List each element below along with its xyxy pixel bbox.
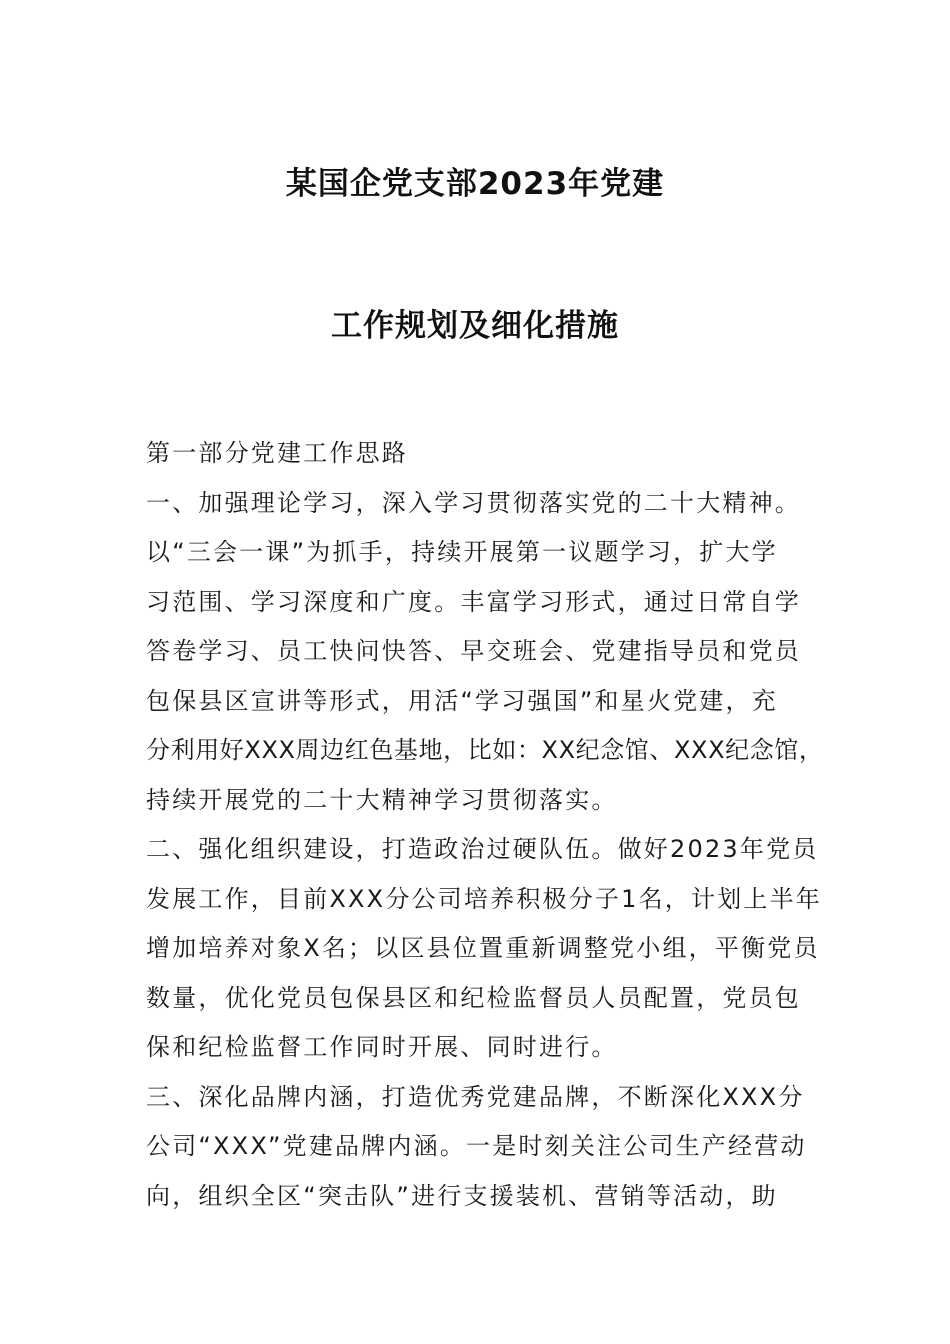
document-body <box>146 429 836 1221</box>
paragraph-line: 二、强化组织建设，打造政治过硬队伍。做好2023年党员 <box>146 835 819 863</box>
document-title-line-2: 工作规划及细化措施 <box>331 308 619 344</box>
paragraph-line: 数量，优化党员包保县区和纪检监督员人员配置，党员包 <box>146 983 801 1012</box>
paragraph-line: 习范围、学习深度和广度。丰富学习形式，通过日常自学 <box>146 587 801 616</box>
paragraph-line: 三、深化品牌内涵，打造优秀党建品牌，不断深化XXX分 <box>146 1082 805 1111</box>
section-heading: 第一部分党建工作思路 <box>146 439 408 467</box>
paragraph-line: 分利用好XXX周边红色基地，比如：XX纪念馆、XXX纪念馆， <box>146 736 824 764</box>
paragraph-line: 公司“XXX”党建品牌内涵。一是时刻关注公司生产经营动 <box>146 1132 807 1160</box>
paragraph-line: 答卷学习、员工快问快答、早交班会、党建指导员和党员 <box>146 637 801 665</box>
document-title-line-1: 某国企党支部2023年党建 <box>285 166 665 202</box>
paragraph-line: 一、加强理论学习，深入学习贯彻落实党的二十大精神。 <box>146 488 801 517</box>
paragraph-line: 保和纪检监督工作同时开展、同时进行。 <box>146 1033 618 1061</box>
paragraph-line: 以“三会一课”为抓手，持续开展第一议题学习，扩大学 <box>146 538 778 566</box>
paragraph-line: 发展工作，目前XXX分公司培养积极分子1名，计划上半年 <box>146 884 822 913</box>
paragraph-line: 增加培养对象X名；以区县位置重新调整党小组，平衡党员 <box>146 934 820 962</box>
paragraph-line: 包保县区宣讲等形式，用活“学习强国”和星火党建，充 <box>146 686 778 715</box>
paragraph-line: 向，组织全区“突击队”进行支援装机、营销等活动，助 <box>146 1181 778 1210</box>
paragraph-line: 持续开展党的二十大精神学习贯彻落实。 <box>146 785 618 814</box>
